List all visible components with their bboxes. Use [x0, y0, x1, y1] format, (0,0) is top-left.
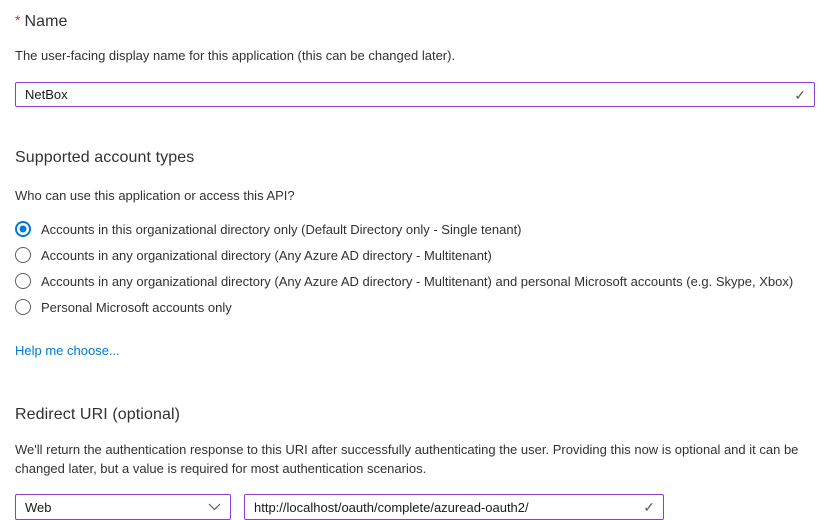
account-type-options: [15, 216, 815, 320]
radio-button-icon[interactable]: [15, 221, 31, 237]
radio-option-single-tenant[interactable]: [15, 216, 815, 242]
name-description: The user-facing display name for this application (this can be changed later).: [15, 48, 456, 63]
radio-button-icon[interactable]: [15, 299, 31, 315]
name-input[interactable]: [15, 82, 815, 107]
redirect-uri-input-container: [244, 494, 664, 520]
account-types-question: Who can use this application or access this API?: [15, 188, 295, 203]
name-section-title: Name: [24, 13, 68, 30]
radio-option-multitenant[interactable]: [15, 242, 815, 268]
radio-button-icon[interactable]: [15, 273, 31, 289]
platform-select[interactable]: [15, 494, 231, 520]
radio-option-label: Personal Microsoft accounts only: [41, 299, 232, 315]
redirect-uri-description: We'll return the authentication response to this URI after successfully authenticating the user. Providing this now is optional and it can be changed later, but a value is required for most authentication scenarios.: [15, 442, 799, 476]
radio-option-multitenant-personal[interactable]: [15, 268, 815, 294]
redirect-uri-input[interactable]: [244, 494, 664, 520]
radio-button-icon[interactable]: [15, 247, 31, 263]
redirect-uri-title: Redirect URI (optional): [15, 406, 181, 423]
redirect-uri-controls: [15, 494, 815, 520]
help-me-choose-link[interactable]: Help me choose...: [15, 343, 120, 358]
supported-account-types-section: [15, 149, 815, 360]
radio-option-label: Accounts in any organizational directory (Any Azure AD directory - Multitenant): [41, 247, 492, 263]
name-input-container: [15, 82, 815, 107]
radio-option-label: Accounts in this organizational directory only (Default Directory only - Single tenant): [41, 221, 522, 237]
radio-option-label: Accounts in any organizational directory (Any Azure AD directory - Multitenant) and personal Microsoft accounts (e.g. Skype, Xbox): [41, 273, 794, 289]
checkmark-icon: ✓: [794, 86, 806, 103]
radio-option-personal-only[interactable]: [15, 294, 815, 320]
checkmark-icon: ✓: [643, 499, 655, 515]
required-asterisk: *: [15, 12, 21, 28]
name-section-header: [15, 12, 815, 31]
platform-select-value: Web: [25, 499, 52, 515]
redirect-uri-section: [15, 406, 815, 520]
chevron-down-icon: [208, 503, 221, 511]
account-types-title: Supported account types: [15, 149, 195, 166]
